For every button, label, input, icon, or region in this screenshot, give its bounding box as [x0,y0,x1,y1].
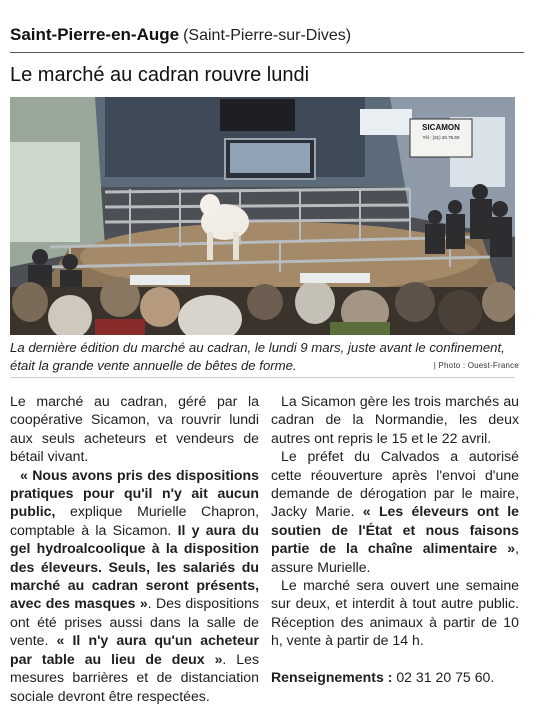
p4-text-1: Le préfet du Calvados a autorisé cette réouverture après l'envoi d'une demande de dérogation par le maire, Jacky Marie. [271,448,519,520]
quote-4: « Les éleveurs ont le soutien de l'État et nous faisons partie de la chaîne alimentaire » [271,503,520,557]
info-phone: 02 31 20 75 60. [392,668,495,685]
p2-text-1: explique Murielle Chapron, comptable à la Sicamon. [10,503,259,538]
article-header [10,24,530,47]
caption-divider [10,377,515,378]
quote-2: Il y aura du gel hydroalcoolique à la disposition des éleveurs. Seuls, les salariés du marché au cadran seront présents, avec des masques » [10,521,260,612]
paragraph-gap [271,650,519,668]
paragraph-3: La Sicamon gère les trois marchés au cadran de la Normandie, les deux autres ont repris le 15 et le 22 avril. [271,393,519,446]
paragraph-1: Le marché au cadran, géré par la coopérative Sicamon, va rouvrir lundi aux seuls acheteurs et vendeurs de bétail vivant. [10,393,259,465]
info-label: Renseignements : [271,668,393,685]
photo-credit [434,361,519,371]
paragraph-5: Le marché sera ouvert une semaine sur deux, et interdit à tout autre public. Réception des animaux à partir de 10 h, vente à partir de 14 h. [271,577,519,649]
paragraph-4 [271,447,519,576]
credit-prefix: | Photo : [433,361,466,370]
article-column-right [271,392,519,686]
article-title: Le marché au cadran rouvre lundi [10,64,310,86]
sign-line1: Tél : (31) 20.75.60 [422,135,460,140]
sign-title: SICAMON [422,123,460,132]
paragraph-2 [10,466,259,705]
p2-text-2: . Des dispositions ont été prises aussi dans la salle de vente. [10,595,260,649]
quote-3: « Il n'y aura qu'un acheteur par table au lieu de deux » [10,632,259,667]
info-line [271,668,519,686]
p4-text-2: , assure Murielle. [271,540,519,575]
subtown-name: (Saint-Pierre-sur-Dives) [183,27,352,44]
article-column-left [10,392,259,705]
quote-1: « Nous avons pris des dispositions pratiques pour qu'il n'y ait aucun public, [10,466,259,520]
location-line [10,24,530,47]
photo-caption: La dernière édition du marché au cadran, le lundi 9 mars, juste avant le confinement, était la grande vente annuelle de bêtes de forme. [10,340,505,373]
header-divider [10,52,524,53]
p2-text-3: . Les mesures barrières et de distanciation sociale devront être respectées. [10,650,259,704]
town-name: Saint-Pierre-en-Auge [10,25,180,44]
credit-source: Ouest-France [467,361,519,370]
market-photo [10,97,515,335]
